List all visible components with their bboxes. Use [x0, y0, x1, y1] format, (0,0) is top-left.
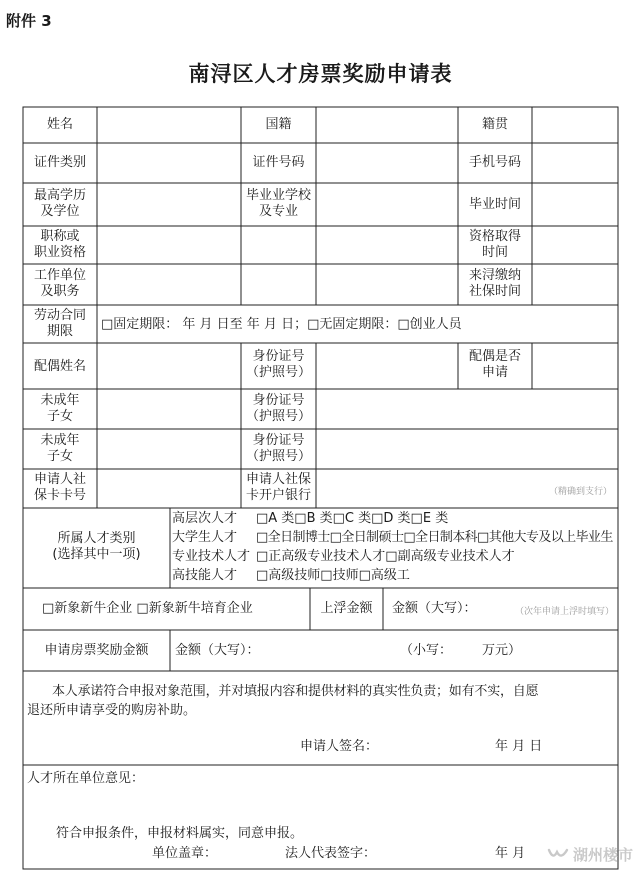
pledge-line-1: 本人承诺符合申报对象范围，并对填报内容和提供材料的真实性负责；如有不实，自愿 [52, 684, 539, 699]
unit-opinion-label: 人才所在单位意见： [27, 771, 145, 786]
label-spouse-name: 配偶姓名 [33, 359, 86, 374]
label-social-security-time: 来浔缴纳 社保时间 [468, 268, 521, 299]
label-child-2: 未成年 子女 [40, 433, 80, 464]
label-float-amount: 上浮金额 [320, 601, 373, 616]
watermark-text: 湖州楼市 [572, 846, 633, 864]
award-unit: 万元） [482, 643, 522, 658]
label-contract: 劳动合同 期限 [33, 308, 86, 339]
unit-seal[interactable]: 单位盖章： [152, 846, 218, 861]
label-education: 最高学历 及学位 [33, 188, 86, 219]
cat-student-options[interactable]: □全日制博士□全日制硕士□全日制本科□其他大专及以上毕业生 [256, 530, 613, 545]
label-native-place: 籍贯 [481, 117, 508, 132]
pledge-line-2: 退还所申请享受的购房补助。 [27, 703, 197, 718]
label-child-2-id: 身份证号 （护照号） [245, 433, 311, 464]
label-nationality: 国籍 [265, 117, 292, 132]
legal-signature[interactable]: 法人代表签字： [285, 846, 377, 861]
label-phone: 手机号码 [468, 155, 521, 170]
applicant-signature[interactable]: 申请人签名： [300, 739, 379, 754]
label-name: 姓名 [46, 117, 73, 132]
wechat-channel-icon [547, 846, 569, 864]
label-spouse-id: 身份证号 （护照号） [245, 349, 311, 380]
float-amount-upper: 金额（大写）： [392, 601, 477, 616]
label-qualification-time: 资格取得 时间 [468, 229, 521, 260]
label-grad-time: 毕业时间 [468, 197, 521, 212]
label-id-number: 证件号码 [252, 155, 305, 170]
form-title: 南浔区人才房票奖励申请表 [188, 62, 453, 86]
award-amount-upper: 金额（大写）： [175, 643, 260, 658]
unit-date[interactable]: 年 月 [495, 846, 526, 861]
cat-skill-options[interactable]: □高级技师□技师□高级工 [256, 568, 410, 583]
contract-options[interactable]: □固定期限： 年 月 日至 年 月 日；□无固定期限：□创业人员 [101, 317, 462, 332]
award-amount-lower: （小写： [400, 643, 453, 658]
watermark [547, 844, 633, 865]
cat-high-options[interactable]: □A 类□B 类□C 类□D 类□E 类 [256, 511, 449, 526]
applicant-date[interactable]: 年 月 日 [495, 739, 543, 754]
cat-skill-label: 高技能人才 [172, 568, 238, 583]
enterprise-options[interactable]: □新象新牛企业 □新象新牛培育企业 [42, 601, 253, 616]
label-child-1: 未成年 子女 [40, 393, 80, 424]
cat-high-label: 高层次人才 [172, 511, 238, 526]
label-spouse-apply: 配偶是否 申请 [468, 349, 521, 380]
label-talent-category: 所属人才类别 (选择其中一项) [52, 531, 141, 562]
cat-student-label: 大学生人才 [172, 530, 238, 545]
label-id-type: 证件类别 [33, 155, 86, 170]
label-title: 职称或 职业资格 [33, 229, 86, 260]
float-note: （次年申请上浮时填写） [515, 607, 615, 617]
label-bank: 申请人社保 卡开户银行 [245, 472, 311, 503]
cat-prof-options[interactable]: □正高级专业技术人才□副高级专业技术人才 [256, 549, 515, 564]
label-card-number: 申请人社 保卡卡号 [33, 472, 86, 503]
cat-prof-label: 专业技术人才 [172, 549, 251, 564]
label-award-amount: 申请房票奖励金额 [44, 643, 149, 658]
label-child-1-id: 身份证号 （护照号） [245, 393, 311, 424]
attachment-label: 附件 3 [6, 12, 52, 30]
label-work-unit: 工作单位 及职务 [33, 268, 86, 299]
label-school: 毕业业学校 及专业 [245, 188, 311, 219]
bank-note: （精确到支行） [549, 487, 613, 497]
unit-confirm-text: 符合申报条件，申报材料属实，同意申报。 [56, 826, 304, 841]
